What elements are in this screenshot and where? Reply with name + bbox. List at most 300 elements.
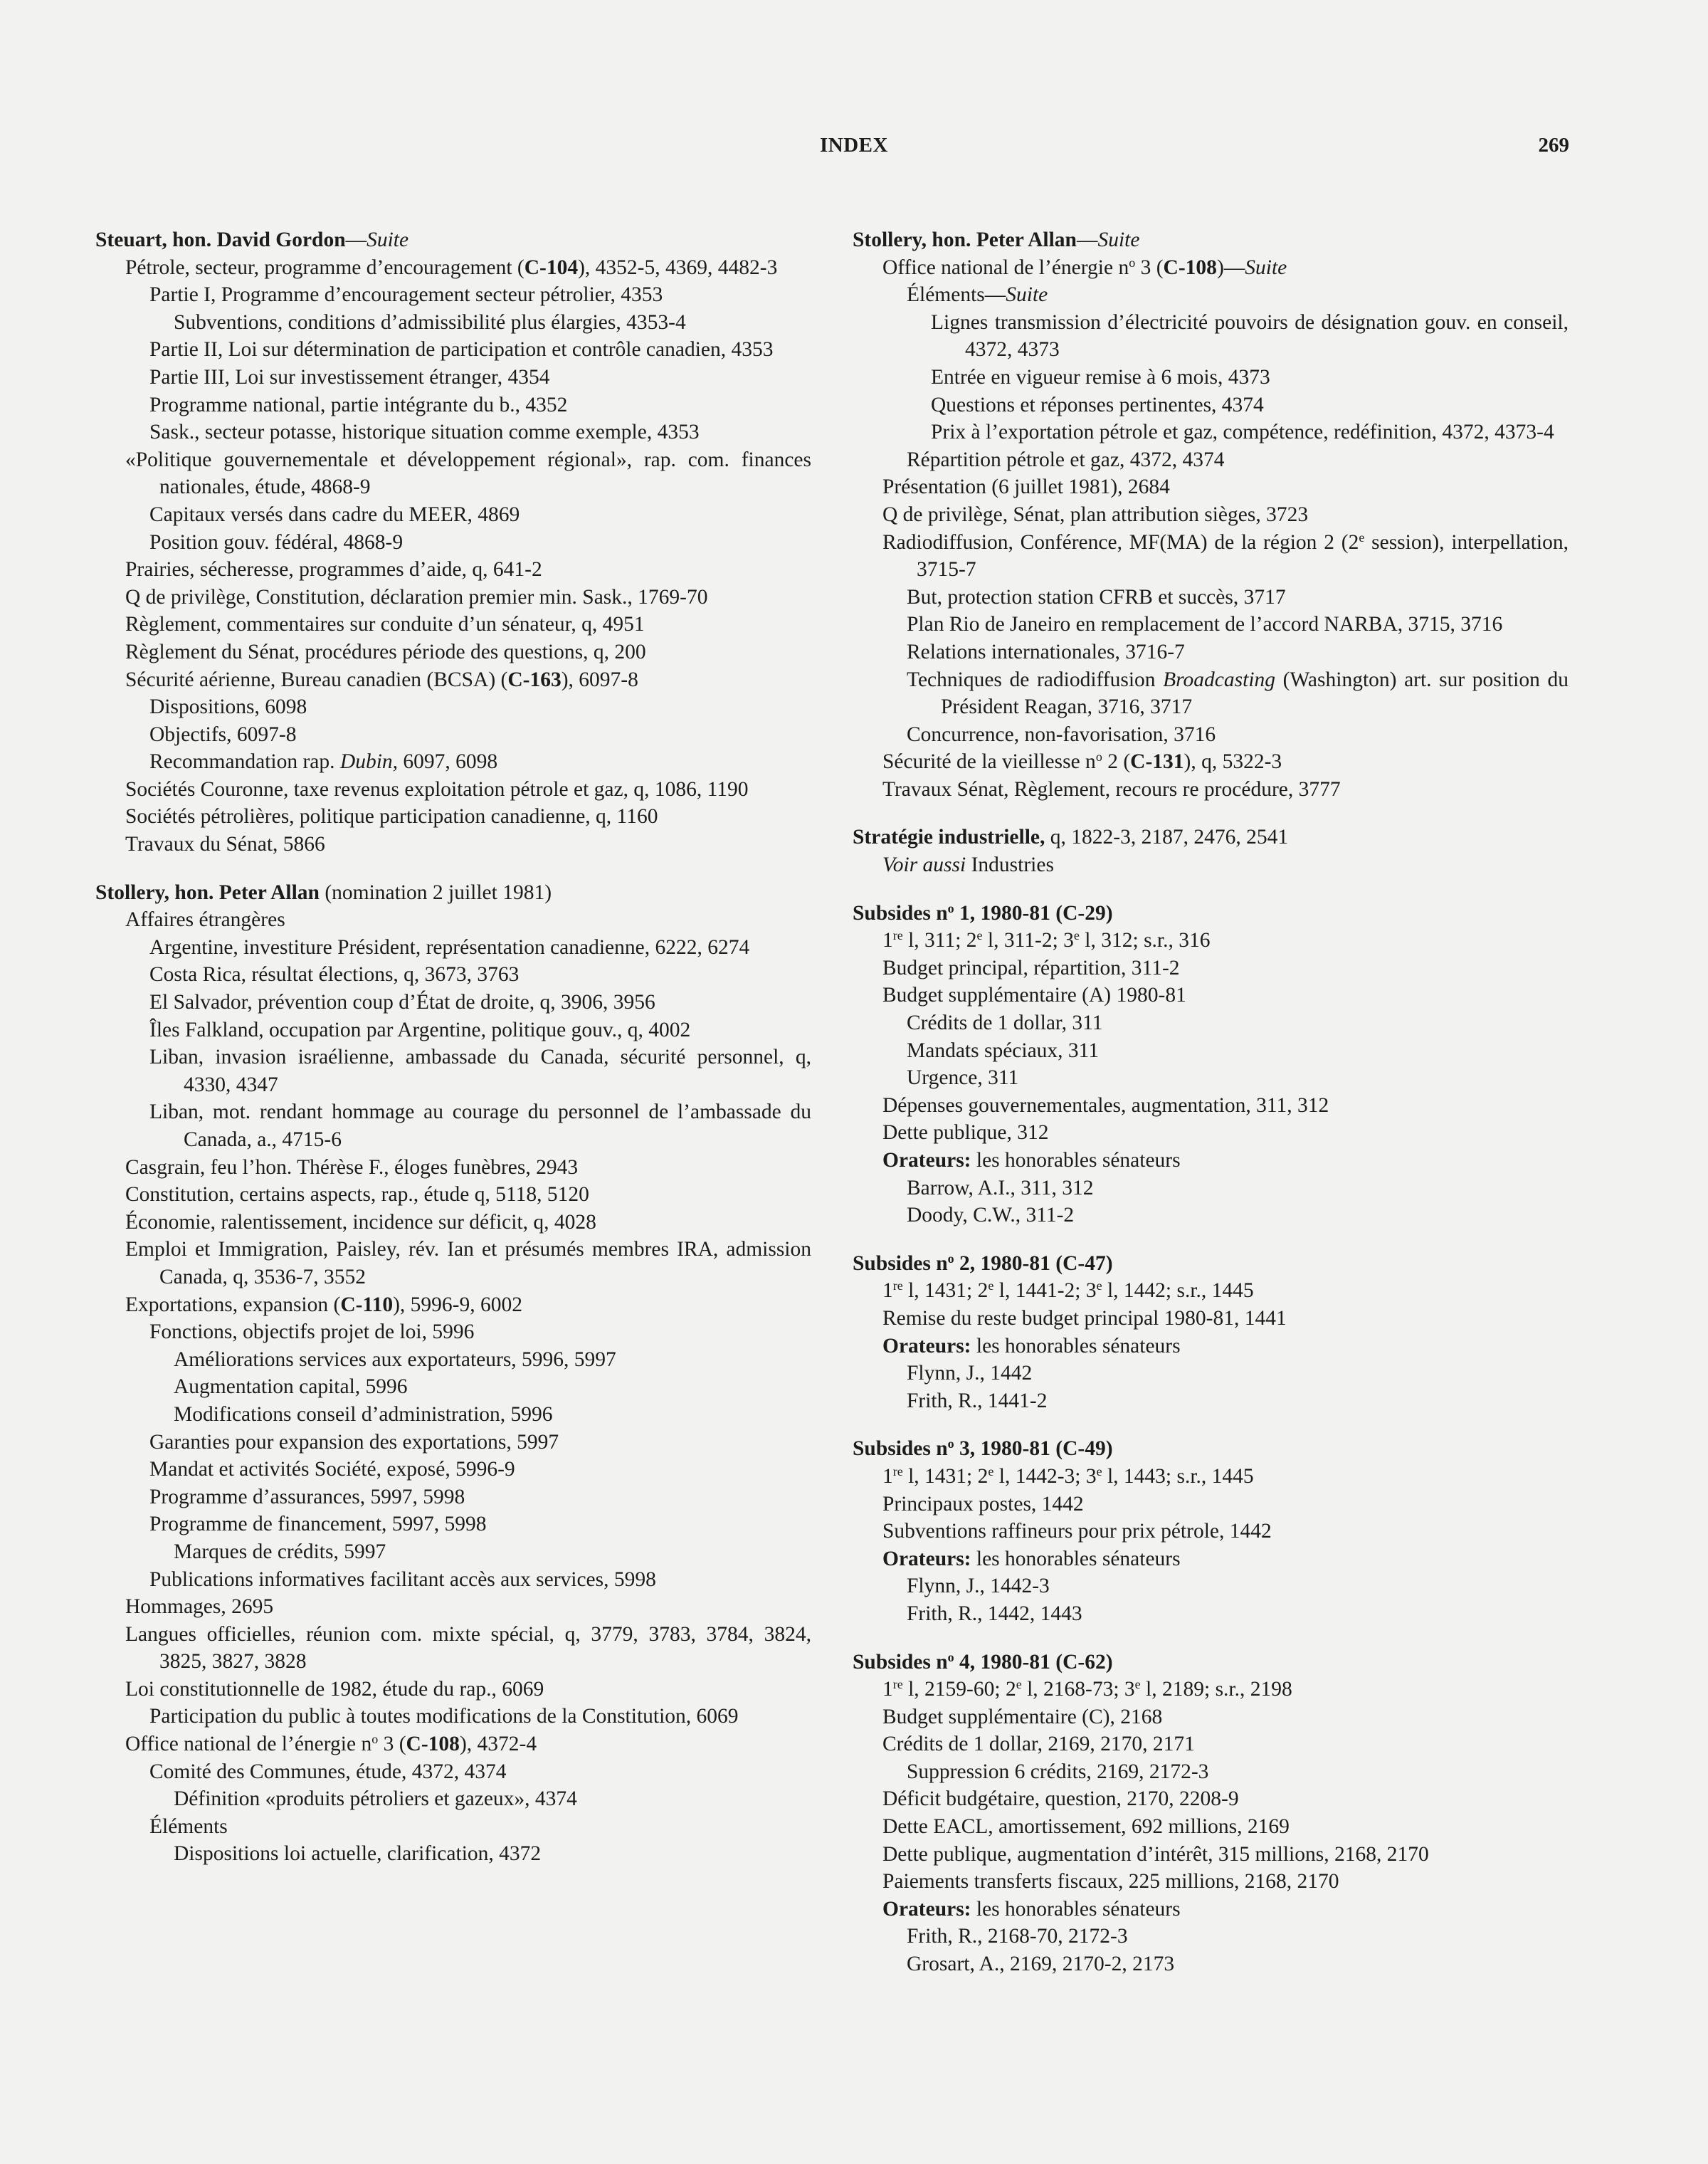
index-subentry — [95, 666, 811, 694]
index-subentry — [853, 1175, 1569, 1202]
index-subentry — [853, 1147, 1569, 1175]
index-text: Orateurs: — [882, 1149, 971, 1172]
index-text: ), 4352-5, 4369, 4482-3 — [578, 256, 778, 279]
index-subentry — [853, 1463, 1569, 1491]
index-text: l, 312; s.r., 316 — [1079, 929, 1211, 952]
index-text: e — [1134, 1677, 1141, 1692]
index-subentry — [95, 392, 811, 419]
index-subentry — [853, 1676, 1569, 1703]
index-text: session), interpellation, 3715-7 — [917, 530, 1569, 582]
index-text: 3 ( — [1135, 256, 1164, 279]
index-subentry — [95, 693, 811, 721]
index-subentry — [853, 666, 1569, 721]
index-entry — [853, 900, 1569, 1229]
index-heading — [95, 226, 811, 254]
index-subentry — [95, 281, 811, 309]
index-subentry — [95, 1098, 811, 1153]
index-text: l, 2159-60; 2 — [902, 1678, 1016, 1701]
index-text: Dubin, — [339, 750, 399, 774]
index-subentry — [853, 1730, 1569, 1758]
index-text: l, 2189; s.r., 2198 — [1140, 1678, 1292, 1701]
index-subentry — [853, 1703, 1569, 1731]
index-text: Argentine, investiture Président, représentation canadienne, 6222, 6274 — [149, 935, 750, 959]
index-subentry — [95, 906, 811, 934]
index-text: Subsides n — [853, 1650, 948, 1674]
index-entry — [853, 1250, 1569, 1415]
index-subentry — [853, 851, 1569, 879]
index-subentry — [95, 1566, 811, 1594]
index-text: 3 ( — [378, 1733, 406, 1756]
index-text: l, 2168-73; 3 — [1021, 1678, 1135, 1701]
index-text: Budget principal, répartition, 311-2 — [882, 956, 1180, 979]
index-entry — [853, 824, 1569, 878]
index-text: Doody, C.W., 311-2 — [907, 1204, 1075, 1227]
index-text: Recommandation rap. — [149, 750, 340, 774]
index-text: Suite — [1097, 229, 1140, 251]
index-subentry — [95, 639, 811, 666]
index-text: l, 1431; 2 — [902, 1464, 989, 1488]
index-text: Radiodiffusion, Conférence, MF(MA) de la région 2 (2 — [882, 530, 1359, 554]
index-text: Liban, mot. rendant hommage au courage du personnel de l’ambassade du Canada, a., 4715-6 — [149, 1101, 811, 1151]
index-text: Steuart, hon. David Gordon — [95, 229, 346, 251]
index-text: Présentation (6 juillet 1981), 2684 — [882, 476, 1170, 499]
index-subentry — [853, 309, 1569, 364]
index-text: Subventions, conditions d’admissibilité plus élargies, 4353-4 — [174, 310, 686, 334]
index-text: Plan Rio de Janeiro en remplacement de l’accord NARBA, 3715, 3716 — [907, 613, 1503, 636]
index-text: Partie III, Loi sur investissement étranger, 4354 — [149, 365, 550, 389]
index-text: Dispositions loi actuelle, clarification, 4372 — [174, 1842, 542, 1866]
index-text: Exportations, expansion ( — [125, 1293, 341, 1316]
index-heading — [853, 900, 1569, 928]
index-text: Mandat et activités Société, exposé, 5996-9 — [149, 1458, 515, 1481]
index-text: 2, 1980-81 (C-47) — [954, 1251, 1113, 1275]
index-text: l, 1431; 2 — [902, 1279, 989, 1303]
index-text: Barrow, A.I., 311, 312 — [907, 1176, 1094, 1199]
index-text: les honorables sénateurs — [971, 1897, 1181, 1921]
index-text: Grosart, A., 2169, 2170-2, 2173 — [907, 1953, 1175, 1976]
index-text: Relations internationales, 3716-7 — [907, 640, 1185, 663]
index-entry — [853, 1649, 1569, 1978]
index-text: Sociétés pétrolières, politique participation canadienne, q, 1160 — [125, 805, 658, 829]
index-subentry — [853, 1518, 1569, 1545]
index-subentry — [853, 776, 1569, 804]
index-text: l, 1443; s.r., 1445 — [1102, 1464, 1254, 1488]
index-text: l, 311-2; 3 — [982, 929, 1074, 952]
page-title: INDEX — [820, 134, 888, 157]
index-subentry — [95, 1676, 811, 1703]
index-subentry — [95, 1209, 811, 1236]
index-text: Fonctions, objectifs projet de loi, 5996 — [149, 1320, 475, 1344]
index-text: Programme d’assurances, 5997, 5998 — [149, 1485, 465, 1508]
index-text: Augmentation capital, 5996 — [174, 1375, 408, 1399]
index-text: Partie II, Loi sur détermination de participation et contrôle canadien, 4353 — [149, 338, 774, 362]
index-text: Participation du public à toutes modifications de la Constitution, 6069 — [149, 1705, 739, 1728]
index-text: Sécurité de la vieillesse n — [882, 750, 1096, 774]
index-subentry — [95, 1291, 811, 1319]
index-text: Dette EACL, amortissement, 692 millions, 2169 — [882, 1815, 1290, 1839]
index-text: Suppression 6 crédits, 2169, 2172-3 — [907, 1760, 1209, 1783]
index-text: Capitaux versés dans cadre du MEER, 4869 — [149, 503, 520, 526]
index-text: Dette publique, augmentation d’intérêt, 315 millions, 2168, 2170 — [882, 1842, 1429, 1866]
index-subentry — [853, 1758, 1569, 1786]
index-text: Voir aussi — [882, 853, 966, 877]
index-subentry — [853, 1868, 1569, 1896]
index-text: C-110 — [340, 1293, 394, 1316]
index-text: o — [371, 1732, 379, 1747]
index-text: les honorables sénateurs — [971, 1547, 1181, 1570]
index-subentry — [95, 1154, 811, 1182]
index-text: Subsides n — [853, 901, 948, 925]
index-text: Paiements transferts fiscaux, 225 millions, 2168, 2170 — [882, 1870, 1339, 1894]
index-text: Loi constitutionnelle de 1982, étude du rap., 6069 — [125, 1677, 544, 1701]
index-subentry — [95, 934, 811, 962]
index-subentry — [853, 446, 1569, 474]
index-text: o — [947, 900, 954, 915]
index-text: Marques de crédits, 5997 — [174, 1540, 386, 1563]
index-column-right — [853, 226, 1569, 1999]
index-subentry — [95, 989, 811, 1017]
index-text: 2 ( — [1102, 750, 1131, 774]
index-text: Comité des Communes, étude, 4372, 4374 — [149, 1760, 507, 1783]
index-subentry — [95, 721, 811, 749]
index-subentry — [853, 1950, 1569, 1978]
index-subentry — [95, 1758, 811, 1786]
index-text: Dépenses gouvernementales, augmentation, 311, 312 — [882, 1093, 1329, 1117]
index-text: Frith, R., 2168-70, 2172-3 — [907, 1925, 1128, 1948]
index-text: Modifications conseil d’administration, 5996 — [174, 1402, 553, 1426]
index-subentry — [95, 1483, 811, 1511]
index-text: l, 1442; s.r., 1445 — [1102, 1279, 1254, 1303]
index-subentry — [853, 1333, 1569, 1360]
index-text: Prairies, sécheresse, programmes d’aide, q, 641-2 — [125, 558, 542, 582]
index-text: Concurrence, non-favorisation, 3716 — [907, 723, 1216, 746]
index-subentry — [95, 529, 811, 557]
index-subentry — [853, 281, 1569, 309]
index-text: e — [976, 928, 983, 943]
index-text: Frith, R., 1441-2 — [907, 1389, 1048, 1412]
index-text: Stratégie industrielle, — [853, 826, 1045, 849]
index-subentry — [95, 584, 811, 611]
index-text: o — [947, 1649, 954, 1664]
index-text: «Politique gouvernementale et développement régional», rap. com. finances nationales, étude, 4868-9 — [125, 448, 811, 499]
index-text: Îles Falkland, occupation par Argentine, politique gouv., q, 4002 — [149, 1018, 691, 1041]
index-text: Entrée en vigueur remise à 6 mois, 4373 — [931, 365, 1270, 389]
index-text: Hommages, 2695 — [125, 1595, 274, 1619]
index-text: Travaux du Sénat, 5866 — [125, 833, 325, 856]
index-text: Crédits de 1 dollar, 311 — [907, 1012, 1103, 1035]
index-text: Orateurs: — [882, 1334, 971, 1357]
index-text: Programme national, partie intégrante du b., 4352 — [149, 393, 568, 416]
index-text: q, 1822-3, 2187, 2476, 2541 — [1045, 826, 1289, 849]
index-text: (nomination 2 juillet 1981) — [319, 881, 552, 904]
index-subentry — [853, 392, 1569, 419]
index-text: Stollery, hon. Peter Allan — [853, 229, 1077, 251]
index-text: o — [1129, 255, 1136, 270]
index-subentry — [95, 419, 811, 446]
index-text: e — [988, 1464, 994, 1478]
index-text: les honorables sénateurs — [971, 1149, 1181, 1172]
index-subentry — [853, 529, 1569, 584]
index-subentry — [853, 1841, 1569, 1869]
index-subentry — [95, 1538, 811, 1566]
index-heading — [853, 226, 1569, 254]
index-subentry — [853, 1202, 1569, 1229]
index-text: Techniques de radiodiffusion — [907, 668, 1164, 691]
index-text: 3, 1980-81 (C-49) — [954, 1437, 1113, 1461]
index-text: Programme de financement, 5997, 5998 — [149, 1513, 487, 1536]
index-subentry — [95, 1429, 811, 1456]
index-subentry — [853, 1387, 1569, 1415]
index-text: 1 — [882, 929, 893, 952]
index-text: )— — [1216, 256, 1245, 279]
index-text: ), 4372-4 — [459, 1733, 537, 1756]
index-subentry — [95, 803, 811, 831]
index-subentry — [853, 1896, 1569, 1923]
index-text: o — [947, 1251, 954, 1266]
index-text: o — [1095, 750, 1102, 765]
index-text: Stollery, hon. Peter Allan — [95, 881, 320, 904]
index-text: l, 1441-2; 3 — [993, 1279, 1097, 1303]
index-entry — [95, 226, 811, 858]
index-text: Publications informatives facilitant accès aux services, 5998 — [149, 1567, 656, 1591]
index-text: Travaux Sénat, Règlement, recours re procédure, 3777 — [882, 777, 1341, 801]
index-subentry — [853, 1785, 1569, 1813]
index-text: El Salvador, prévention coup d’État de droite, q, 3906, 3956 — [149, 991, 655, 1014]
index-text: Affaires étrangères — [125, 908, 285, 932]
index-subentry — [95, 1730, 811, 1758]
index-text: But, protection station CFRB et succès, 3717 — [907, 585, 1286, 609]
index-subentry — [853, 1037, 1569, 1065]
index-subentry — [95, 1840, 811, 1868]
index-subentry — [95, 1456, 811, 1483]
index-text: (Washington) art. sur position du Président Reagan, 3716, 3717 — [941, 668, 1569, 719]
index-text: C-163 — [507, 668, 562, 691]
index-text: Économie, ralentissement, incidence sur déficit, q, 4028 — [125, 1210, 596, 1234]
index-text: Questions et réponses pertinentes, 4374 — [931, 393, 1264, 416]
index-subentry — [853, 927, 1569, 955]
index-subentry — [853, 1572, 1569, 1600]
index-text: re — [892, 1677, 903, 1692]
index-text: Subsides n — [853, 1251, 948, 1275]
index-subentry — [853, 1491, 1569, 1518]
index-subentry — [95, 254, 811, 282]
index-text: Position gouv. fédéral, 4868-9 — [149, 530, 404, 554]
index-text: Emploi et Immigration, Paisley, rév. Ian et présumés membres IRA, admission Canada, q, 3536-7, 3552 — [125, 1238, 811, 1288]
index-text: Sociétés Couronne, taxe revenus exploitation pétrole et gaz, q, 1086, 1190 — [125, 777, 749, 801]
index-text: Principaux postes, 1442 — [882, 1492, 1084, 1516]
index-subentry — [95, 831, 811, 858]
index-subentry — [95, 446, 811, 501]
index-text: Règlement, commentaires sur conduite d’un sénateur, q, 4951 — [125, 613, 645, 636]
index-text: Lignes transmission d’électricité pouvoirs de désignation gouv. en conseil, 4372, 4373 — [931, 310, 1569, 362]
index-subentry — [853, 501, 1569, 529]
index-subentry — [95, 364, 811, 392]
index-text: Orateurs: — [882, 1897, 971, 1921]
index-text: Frith, R., 1442, 1443 — [907, 1602, 1082, 1625]
index-subentry — [853, 584, 1569, 611]
index-text: Constitution, certains aspects, rap., étude q, 5118, 5120 — [125, 1183, 589, 1207]
index-subentry — [95, 1703, 811, 1730]
index-subentry — [853, 364, 1569, 392]
index-text: Suite — [1006, 283, 1048, 307]
index-subentry — [853, 1092, 1569, 1120]
index-subentry — [95, 961, 811, 989]
index-text: Flynn, J., 1442 — [907, 1362, 1033, 1385]
index-text: Objectifs, 6097-8 — [149, 723, 297, 746]
index-subentry — [95, 1373, 811, 1401]
index-text: o — [947, 1436, 954, 1451]
index-text: Remise du reste budget principal 1980-81, 1441 — [882, 1306, 1287, 1330]
index-subentry — [853, 1009, 1569, 1037]
index-text: Partie I, Programme d’encouragement secteur pétrolier, 4353 — [149, 283, 663, 307]
index-text: ), 5996-9, 6002 — [393, 1293, 522, 1316]
index-text: Prix à l’exportation pétrole et gaz, compétence, redéfinition, 4372, 4373-4 — [931, 421, 1554, 444]
index-subentry — [853, 1119, 1569, 1147]
index-text: l, 1442-3; 3 — [993, 1464, 1097, 1488]
index-subentry — [95, 1621, 811, 1676]
index-subentry — [853, 473, 1569, 501]
index-text: Sask., secteur potasse, historique situation comme exemple, 4353 — [149, 421, 700, 444]
index-text: Q de privilège, Sénat, plan attribution sièges, 3723 — [882, 503, 1309, 526]
index-text: Mandats spéciaux, 311 — [907, 1039, 1100, 1062]
index-text: Budget supplémentaire (A) 1980-81 — [882, 984, 1186, 1007]
index-text: Casgrain, feu l’hon. Thérèse F., éloges funèbres, 2943 — [125, 1155, 579, 1179]
index-text: Liban, invasion israélienne, ambassade du Canada, sécurité personnel, q, 4330, 4347 — [149, 1046, 811, 1096]
index-text: Règlement du Sénat, procédures période des questions, q, 200 — [125, 640, 646, 663]
index-text: Subventions raffineurs pour prix pétrole, 1442 — [882, 1520, 1272, 1543]
index-subentry — [95, 1318, 811, 1346]
index-text: re — [892, 928, 903, 943]
index-text: Garanties pour expansion des exportations, 5997 — [149, 1430, 559, 1454]
index-text: 1, 1980-81 (C-29) — [954, 901, 1113, 925]
index-text: Déficit budgétaire, question, 2170, 2208-9 — [882, 1787, 1239, 1811]
index-text: Q de privilège, Constitution, déclaration premier min. Sask., 1769-70 — [125, 585, 708, 609]
index-text: Dette publique, 312 — [882, 1121, 1049, 1145]
index-subentry — [95, 776, 811, 804]
index-text: 6097, 6098 — [398, 750, 498, 774]
index-text: Subsides n — [853, 1437, 948, 1461]
index-subentry — [853, 1813, 1569, 1841]
index-subentry — [95, 1511, 811, 1538]
index-text: e — [1073, 928, 1080, 943]
index-entry — [853, 226, 1569, 803]
index-text: Suite — [367, 229, 409, 251]
index-text: Éléments — [149, 1814, 228, 1838]
index-text: — — [1076, 229, 1098, 251]
index-text: re — [892, 1278, 903, 1293]
index-text: Langues officielles, réunion com. mixte spécial, q, 3779, 3783, 3784, 3824, 3825, 3827, 3828 — [125, 1622, 811, 1674]
index-text: Industries — [966, 853, 1054, 877]
index-entry — [853, 1435, 1569, 1627]
index-text: l, 311; 2 — [902, 929, 977, 952]
index-text: Dispositions, 6098 — [149, 695, 307, 719]
index-text: e — [1096, 1464, 1102, 1478]
index-text: Sécurité aérienne, Bureau canadien (BCSA) ( — [125, 668, 508, 691]
index-text: Budget supplémentaire (C), 2168 — [882, 1705, 1163, 1728]
index-text: C-108 — [1163, 256, 1217, 279]
index-subentry — [95, 309, 811, 337]
index-text: 4, 1980-81 (C-62) — [954, 1650, 1113, 1674]
index-subentry — [95, 1593, 811, 1621]
index-text: e — [1359, 530, 1365, 545]
index-subentry — [95, 501, 811, 529]
index-text: C-108 — [406, 1733, 460, 1756]
index-subentry — [853, 1545, 1569, 1573]
index-subentry — [853, 1360, 1569, 1387]
index-subentry — [853, 419, 1569, 446]
index-heading — [853, 824, 1569, 851]
index-text: 1 — [882, 1678, 893, 1701]
index-heading — [853, 1250, 1569, 1278]
index-text: Répartition pétrole et gaz, 4372, 4374 — [907, 448, 1225, 471]
index-heading — [95, 879, 811, 907]
index-text: Orateurs: — [882, 1547, 971, 1570]
index-text: Office national de l’énergie n — [882, 256, 1129, 279]
index-text: re — [892, 1464, 903, 1478]
index-subentry — [853, 1600, 1569, 1628]
index-text: les honorables sénateurs — [971, 1334, 1181, 1357]
index-subentry — [95, 1044, 811, 1098]
index-subentry — [95, 556, 811, 584]
index-heading — [853, 1649, 1569, 1676]
index-text: 1 — [882, 1279, 893, 1303]
index-subentry — [853, 1064, 1569, 1092]
index-subentry — [95, 611, 811, 639]
index-subentry — [95, 1236, 811, 1291]
index-text: C-131 — [1130, 750, 1184, 774]
index-text: Urgence, 311 — [907, 1066, 1019, 1090]
index-text: Pétrole, secteur, programme d’encouragement ( — [125, 256, 524, 279]
index-entry — [95, 879, 811, 1868]
index-text: Suite — [1245, 256, 1287, 279]
index-text: Flynn, J., 1442-3 — [907, 1575, 1050, 1598]
index-text: Office national de l’énergie n — [125, 1733, 372, 1756]
index-text: ), q, 5322-3 — [1184, 750, 1282, 774]
index-subentry — [95, 1346, 811, 1374]
index-column-left — [95, 226, 811, 1889]
index-subentry — [853, 639, 1569, 666]
index-text: Costa Rica, résultat élections, q, 3673, 3763 — [149, 963, 520, 987]
index-text: Éléments— — [907, 283, 1006, 307]
index-subentry — [853, 254, 1569, 282]
index-text: 1 — [882, 1464, 893, 1488]
index-subentry — [95, 1181, 811, 1209]
index-subentry — [95, 1017, 811, 1044]
index-subentry — [853, 955, 1569, 982]
index-subentry — [95, 1813, 811, 1841]
index-subentry — [853, 1923, 1569, 1950]
index-subentry — [95, 336, 811, 364]
index-text: ), 6097-8 — [561, 668, 638, 691]
index-text: e — [1096, 1278, 1102, 1293]
index-text: e — [1016, 1677, 1022, 1692]
index-subentry — [853, 611, 1569, 639]
index-subentry — [853, 1305, 1569, 1333]
index-text: C-104 — [524, 256, 579, 279]
index-text: Broadcasting — [1163, 668, 1276, 691]
index-subentry — [95, 1401, 811, 1429]
index-subentry — [853, 1277, 1569, 1305]
index-subentry — [853, 982, 1569, 1009]
index-subentry — [95, 1785, 811, 1813]
index-subentry — [853, 721, 1569, 749]
page-number: 269 — [1538, 134, 1569, 157]
page-header — [0, 134, 1708, 169]
index-text: — — [345, 229, 367, 251]
index-heading — [853, 1435, 1569, 1463]
index-subentry — [95, 748, 811, 776]
index-text: Crédits de 1 dollar, 2169, 2170, 2171 — [882, 1733, 1195, 1756]
